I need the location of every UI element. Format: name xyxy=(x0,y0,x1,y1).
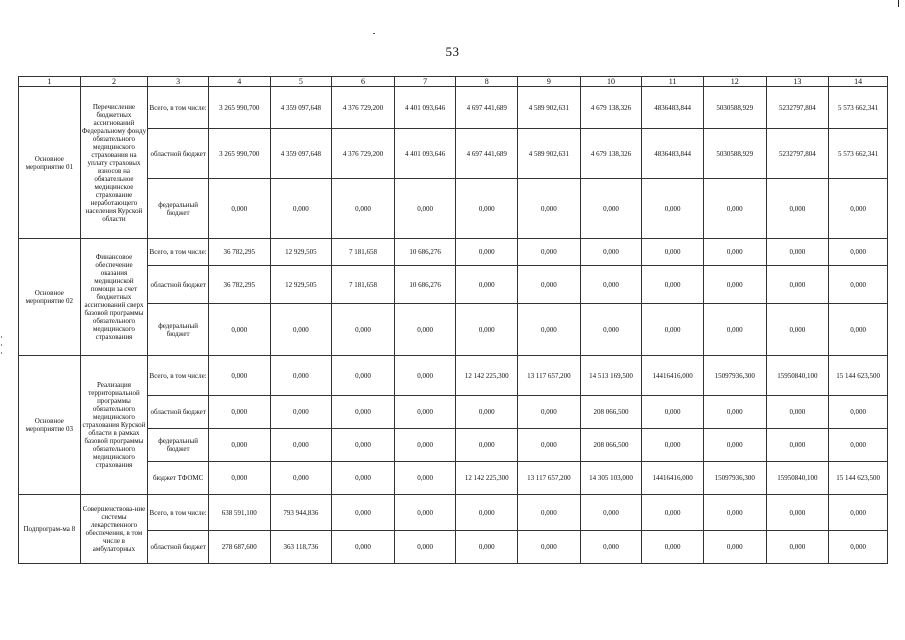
funding-source: Всего, в том числе: xyxy=(148,87,209,129)
amount-cell: 0,000 xyxy=(580,239,642,266)
amount-cell: 0,000 xyxy=(208,304,270,356)
table-row xyxy=(19,495,888,531)
page-number: 53 xyxy=(445,44,460,59)
amount-cell: 0,000 xyxy=(703,179,766,239)
amount-cell: 14416416,000 xyxy=(642,462,704,495)
amount-cell: 14 513 169,500 xyxy=(580,356,642,396)
amount-cell: 0,000 xyxy=(766,495,829,531)
amount-cell: 0,000 xyxy=(829,495,888,531)
amount-cell: 4 376 729,200 xyxy=(332,87,395,129)
amount-cell: 5030588,929 xyxy=(703,87,766,129)
amount-cell: 36 782,295 xyxy=(208,239,270,266)
amount-cell: 0,000 xyxy=(332,462,395,495)
amount-cell: 4 359 097,648 xyxy=(270,129,332,179)
amount-cell: 0,000 xyxy=(642,266,704,304)
amount-cell: 4 401 093,646 xyxy=(394,129,456,179)
table-row xyxy=(19,129,888,179)
amount-cell: 5232797,804 xyxy=(766,129,829,179)
amount-cell: 0,000 xyxy=(703,266,766,304)
amount-cell: 15097936,300 xyxy=(703,356,766,396)
measure-name: Основное мероприятие 03 xyxy=(19,356,81,495)
funding-source: областной бюджет xyxy=(148,266,209,304)
amount-cell: 208 066,500 xyxy=(580,396,642,429)
funding-source: Всего, в том числе: xyxy=(148,239,209,266)
amount-cell: 0,000 xyxy=(456,429,518,462)
amount-cell: 4 697 441,689 xyxy=(456,129,518,179)
amount-cell: 12 142 225,300 xyxy=(456,356,518,396)
amount-cell: 0,000 xyxy=(518,304,581,356)
column-header: 9 xyxy=(518,77,581,87)
column-header: 6 xyxy=(332,77,395,87)
amount-cell: 0,000 xyxy=(703,304,766,356)
amount-cell: 0,000 xyxy=(394,462,456,495)
amount-cell: 0,000 xyxy=(270,462,332,495)
amount-cell: 0,000 xyxy=(580,266,642,304)
amount-cell: 12 929,505 xyxy=(270,239,332,266)
budget-table xyxy=(18,76,888,564)
margin-dot xyxy=(1,344,2,346)
amount-cell: 0,000 xyxy=(394,429,456,462)
amount-cell: 15097936,300 xyxy=(703,462,766,495)
table-row xyxy=(19,304,888,356)
amount-cell: 0,000 xyxy=(394,179,456,239)
column-header: 3 xyxy=(148,77,209,87)
amount-cell: 0,000 xyxy=(766,179,829,239)
amount-cell: 278 687,600 xyxy=(208,531,270,564)
column-header: 2 xyxy=(80,77,148,87)
amount-cell: 0,000 xyxy=(456,239,518,266)
amount-cell: 4 697 441,689 xyxy=(456,87,518,129)
amount-cell: 14416416,000 xyxy=(642,356,704,396)
amount-cell: 10 686,276 xyxy=(394,266,456,304)
amount-cell: 0,000 xyxy=(332,531,395,564)
amount-cell: 0,000 xyxy=(332,179,395,239)
amount-cell: 13 117 657,200 xyxy=(518,462,581,495)
amount-cell: 0,000 xyxy=(766,531,829,564)
header-row xyxy=(19,77,888,87)
amount-cell: 0,000 xyxy=(642,239,704,266)
amount-cell: 0,000 xyxy=(332,396,395,429)
column-header: 11 xyxy=(642,77,704,87)
funding-source: областной бюджет xyxy=(148,531,209,564)
amount-cell: 0,000 xyxy=(518,179,581,239)
amount-cell: 0,000 xyxy=(332,495,395,531)
amount-cell: 0,000 xyxy=(518,495,581,531)
amount-cell: 0,000 xyxy=(829,304,888,356)
amount-cell: 0,000 xyxy=(829,179,888,239)
amount-cell: 0,000 xyxy=(332,356,395,396)
amount-cell: 4 589 902,631 xyxy=(518,129,581,179)
column-header: 1 xyxy=(19,77,81,87)
table-row xyxy=(19,356,888,396)
amount-cell: 0,000 xyxy=(394,356,456,396)
amount-cell: 0,000 xyxy=(580,531,642,564)
amount-cell: 15 144 623,500 xyxy=(829,462,888,495)
table-row xyxy=(19,266,888,304)
amount-cell: 0,000 xyxy=(829,531,888,564)
amount-cell: 0,000 xyxy=(270,179,332,239)
amount-cell: 0,000 xyxy=(208,179,270,239)
amount-cell: 0,000 xyxy=(642,531,704,564)
amount-cell: 0,000 xyxy=(332,429,395,462)
amount-cell: 0,000 xyxy=(456,396,518,429)
column-header: 8 xyxy=(456,77,518,87)
table-row xyxy=(19,429,888,462)
amount-cell: 5030588,929 xyxy=(703,129,766,179)
amount-cell: 0,000 xyxy=(766,396,829,429)
amount-cell: 0,000 xyxy=(270,356,332,396)
amount-cell: 0,000 xyxy=(642,495,704,531)
amount-cell: 208 066,500 xyxy=(580,429,642,462)
table-row xyxy=(19,87,888,129)
column-header: 7 xyxy=(394,77,456,87)
amount-cell: 0,000 xyxy=(456,531,518,564)
column-header: 13 xyxy=(766,77,829,87)
amount-cell: 10 686,276 xyxy=(394,239,456,266)
table-body xyxy=(19,77,888,564)
column-header: 10 xyxy=(580,77,642,87)
amount-cell: 0,000 xyxy=(703,531,766,564)
column-header: 4 xyxy=(208,77,270,87)
corner-mark xyxy=(898,0,899,7)
funding-source: Всего, в том числе: xyxy=(148,356,209,396)
amount-cell: 0,000 xyxy=(270,396,332,429)
table-row xyxy=(19,531,888,564)
amount-cell: 4 359 097,648 xyxy=(270,87,332,129)
amount-cell: 12 142 225,300 xyxy=(456,462,518,495)
amount-cell: 0,000 xyxy=(518,531,581,564)
table-row xyxy=(19,462,888,495)
amount-cell: 7 181,658 xyxy=(332,266,395,304)
amount-cell: 5232797,804 xyxy=(766,87,829,129)
amount-cell: 0,000 xyxy=(829,266,888,304)
amount-cell: 0,000 xyxy=(766,429,829,462)
funding-source: федеральный бюджет xyxy=(148,179,209,239)
amount-cell: 0,000 xyxy=(518,266,581,304)
funding-source: бюджет ТФОМС xyxy=(148,462,209,495)
amount-cell: 0,000 xyxy=(703,239,766,266)
amount-cell: 3 265 990,700 xyxy=(208,129,270,179)
amount-cell: 793 944,836 xyxy=(270,495,332,531)
amount-cell: 0,000 xyxy=(456,266,518,304)
amount-cell: 0,000 xyxy=(208,462,270,495)
amount-cell: 3 265 990,700 xyxy=(208,87,270,129)
amount-cell: 0,000 xyxy=(642,429,704,462)
amount-cell: 4 679 138,326 xyxy=(580,87,642,129)
amount-cell: 4 401 093,646 xyxy=(394,87,456,129)
table-row xyxy=(19,239,888,266)
amount-cell: 638 591,100 xyxy=(208,495,270,531)
margin-dot xyxy=(1,352,2,354)
amount-cell: 5 573 662,341 xyxy=(829,87,888,129)
amount-cell: 15950840,100 xyxy=(766,462,829,495)
amount-cell: 7 181,658 xyxy=(332,239,395,266)
amount-cell: 0,000 xyxy=(208,396,270,429)
amount-cell: 4 376 729,200 xyxy=(332,129,395,179)
amount-cell: 0,000 xyxy=(456,179,518,239)
amount-cell: 14 305 103,000 xyxy=(580,462,642,495)
amount-cell: 5 573 662,341 xyxy=(829,129,888,179)
amount-cell: 0,000 xyxy=(208,429,270,462)
amount-cell: 0,000 xyxy=(703,396,766,429)
amount-cell: 0,000 xyxy=(394,531,456,564)
amount-cell: 0,000 xyxy=(580,495,642,531)
amount-cell: 0,000 xyxy=(703,495,766,531)
amount-cell: 0,000 xyxy=(518,239,581,266)
amount-cell: 36 782,295 xyxy=(208,266,270,304)
measure-description: Перечисление бюджетных ассигнований Федеральному фонду обязательного медицинского страхования на уплату страховых взносов на обязательное медицинское страхование неработающего населения Курской области xyxy=(80,87,148,239)
amount-cell: 13 117 657,200 xyxy=(518,356,581,396)
amount-cell: 4836483,844 xyxy=(642,87,704,129)
amount-cell: 0,000 xyxy=(642,304,704,356)
amount-cell: 0,000 xyxy=(829,239,888,266)
amount-cell: 0,000 xyxy=(456,495,518,531)
column-header: 5 xyxy=(270,77,332,87)
amount-cell: 0,000 xyxy=(270,429,332,462)
table-row xyxy=(19,396,888,429)
amount-cell: 0,000 xyxy=(766,304,829,356)
amount-cell: 0,000 xyxy=(580,179,642,239)
amount-cell: 12 929,505 xyxy=(270,266,332,304)
amount-cell: 0,000 xyxy=(766,266,829,304)
amount-cell: 15950840,100 xyxy=(766,356,829,396)
amount-cell: 0,000 xyxy=(394,304,456,356)
amount-cell: 0,000 xyxy=(394,495,456,531)
funding-source: Всего, в том числе: xyxy=(148,495,209,531)
measure-name: Основное мероприятие 01 xyxy=(19,87,81,239)
amount-cell: 0,000 xyxy=(829,429,888,462)
funding-source: областной бюджет xyxy=(148,396,209,429)
amount-cell: 4 589 902,631 xyxy=(518,87,581,129)
column-header: 12 xyxy=(703,77,766,87)
amount-cell: 0,000 xyxy=(766,239,829,266)
amount-cell: 0,000 xyxy=(580,304,642,356)
amount-cell: 4836483,844 xyxy=(642,129,704,179)
amount-cell: 0,000 xyxy=(518,396,581,429)
amount-cell: 363 118,736 xyxy=(270,531,332,564)
amount-cell: 15 144 623,500 xyxy=(829,356,888,396)
amount-cell: 0,000 xyxy=(642,396,704,429)
amount-cell: 0,000 xyxy=(394,396,456,429)
amount-cell: 0,000 xyxy=(270,304,332,356)
amount-cell: 0,000 xyxy=(703,429,766,462)
measure-description: Реализация территориальной программы обязательного медицинского страхования Курской области в рамках базовой программы обязательного медицинского страхования xyxy=(80,356,148,495)
amount-cell: 0,000 xyxy=(518,429,581,462)
amount-cell: 0,000 xyxy=(332,304,395,356)
amount-cell: 0,000 xyxy=(829,396,888,429)
measure-name: Основное мероприятие 02 xyxy=(19,239,81,356)
amount-cell: 0,000 xyxy=(456,304,518,356)
margin-dot xyxy=(1,336,2,338)
amount-cell: 0,000 xyxy=(642,179,704,239)
column-header: 14 xyxy=(829,77,888,87)
amount-cell: 4 679 138,326 xyxy=(580,129,642,179)
funding-source: федеральный бюджет xyxy=(148,304,209,356)
table-row xyxy=(19,179,888,239)
measure-description: Совершенствова-ние системы лекарственного обеспечения, в том числе в амбулаторных xyxy=(80,495,148,564)
measure-description: Финансовое обеспечение оказания медицинской помощи за счет бюджетных ассигнований сверх базовой программы обязательного медицинского страхования xyxy=(80,239,148,356)
scan-dot xyxy=(373,33,375,34)
funding-source: областной бюджет xyxy=(148,129,209,179)
measure-name: Подпрограм-ма 8 xyxy=(19,495,81,564)
funding-source: федеральный бюджет xyxy=(148,429,209,462)
amount-cell: 0,000 xyxy=(208,356,270,396)
